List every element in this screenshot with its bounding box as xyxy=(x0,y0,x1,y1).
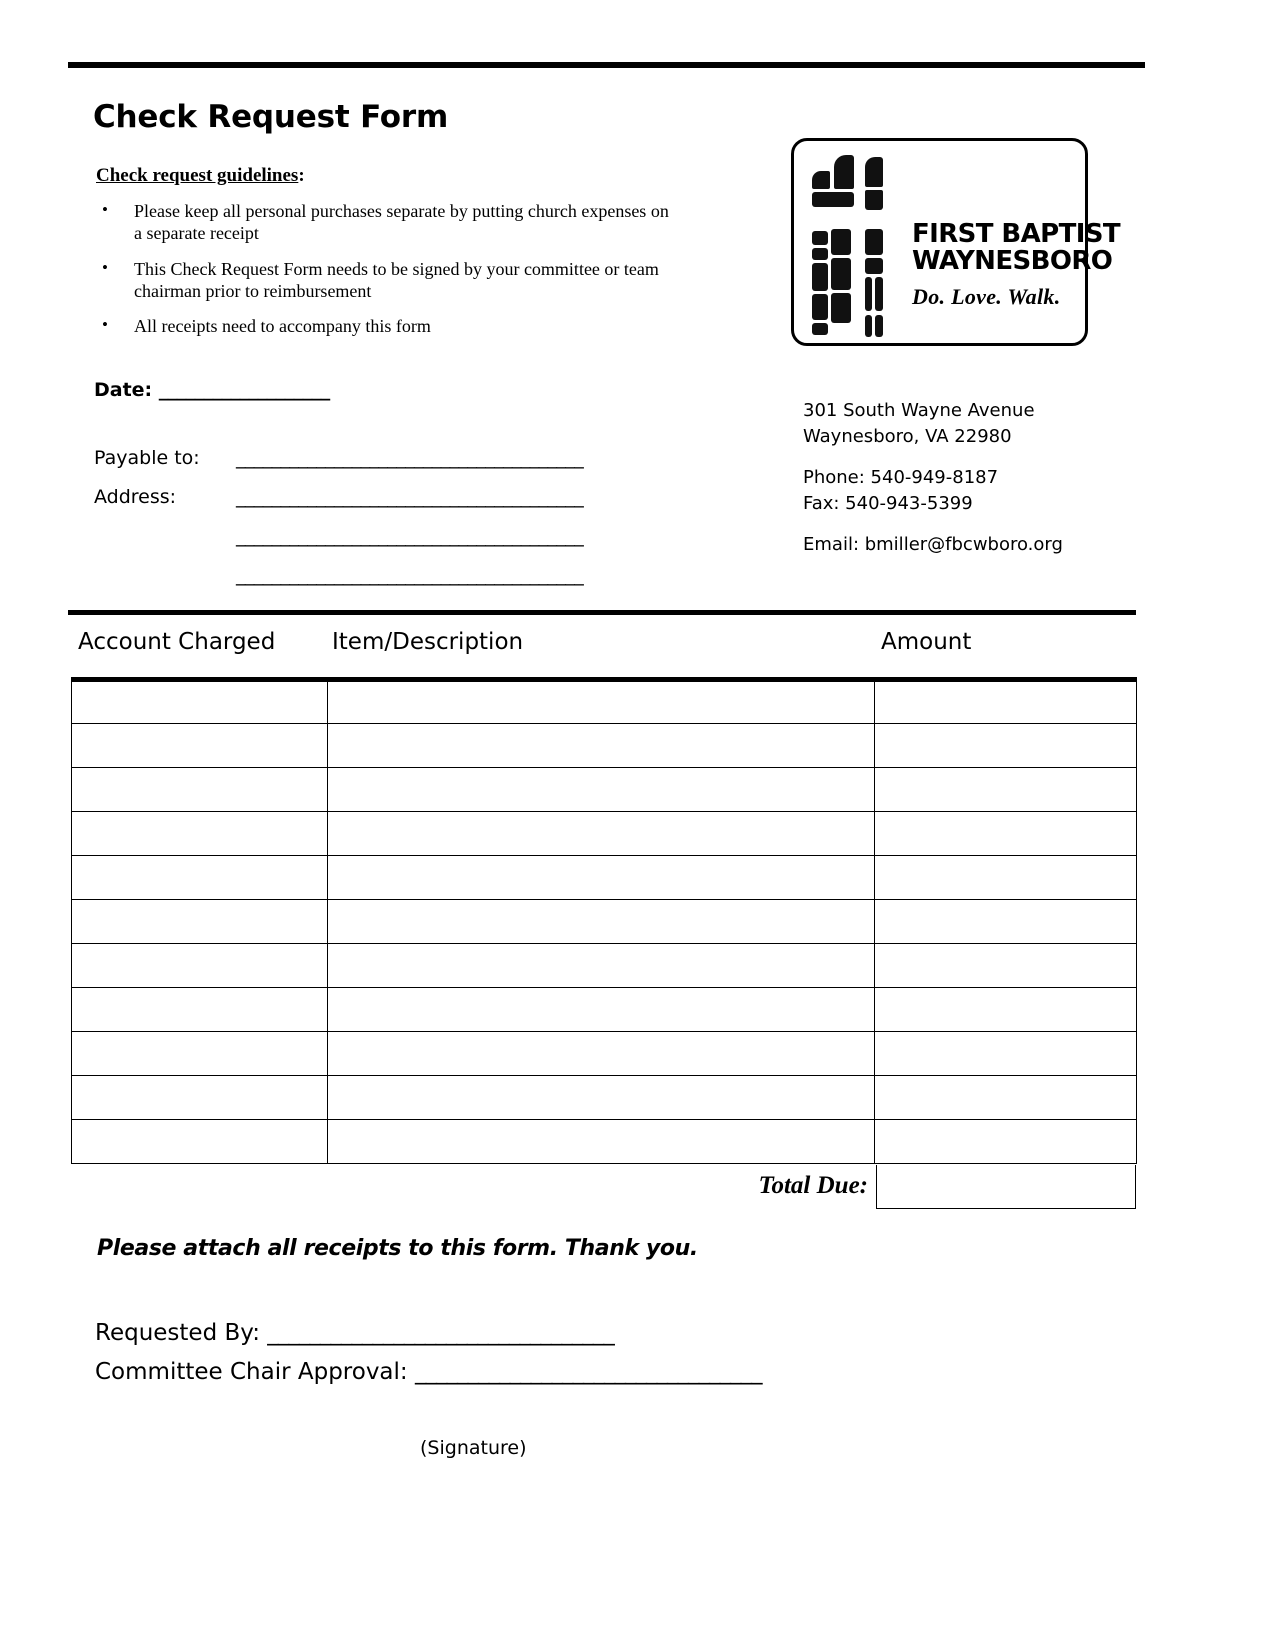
date-input-blank[interactable]: ___________________ xyxy=(158,379,330,401)
table-column-headers xyxy=(78,629,1138,667)
cell-amount[interactable] xyxy=(875,856,1137,900)
address-label: Address: xyxy=(94,486,177,508)
column-header-account-charged: Account Charged xyxy=(78,629,276,655)
cell-item-description[interactable] xyxy=(328,1076,875,1120)
address-input-blank-1[interactable]: _______________________________________ xyxy=(236,486,584,508)
guidelines-heading xyxy=(96,165,676,187)
guideline-text: This Check Request Form needs to be signed by your committee or team chairman prior to reimbursement xyxy=(134,258,659,301)
cell-item-description[interactable] xyxy=(328,1120,875,1164)
cell-item-description[interactable] xyxy=(328,768,875,812)
cell-amount[interactable] xyxy=(875,680,1137,724)
payee-fields xyxy=(94,447,694,603)
total-due-row xyxy=(71,1165,1136,1211)
signature-caption: (Signature) xyxy=(420,1437,527,1459)
guidelines-list xyxy=(96,200,676,338)
guidelines-section xyxy=(96,165,676,351)
attach-receipts-note: Please attach all receipts to this form. Thank you. xyxy=(97,1236,698,1261)
cell-amount[interactable] xyxy=(875,1076,1137,1120)
cell-amount[interactable] xyxy=(875,768,1137,812)
line-items-table xyxy=(71,677,1137,1164)
requested-by-row xyxy=(95,1320,1095,1346)
cell-account-charged[interactable] xyxy=(72,1076,328,1120)
date-field-row xyxy=(94,379,330,401)
line-items-body xyxy=(72,680,1137,1164)
bullet-icon: • xyxy=(102,200,108,219)
list-item xyxy=(96,258,676,303)
contact-fax: Fax: 540-943-5399 xyxy=(803,492,973,514)
committee-chair-approval-label: Committee Chair Approval: xyxy=(95,1359,408,1385)
cell-item-description[interactable] xyxy=(328,944,875,988)
list-item xyxy=(96,315,676,337)
table-row[interactable] xyxy=(72,900,1137,944)
cell-account-charged[interactable] xyxy=(72,1032,328,1076)
church-building-icon xyxy=(808,153,908,335)
table-row[interactable] xyxy=(72,1076,1137,1120)
header-divider-rule xyxy=(68,62,1145,68)
table-row[interactable] xyxy=(72,1120,1137,1164)
logo-name-line-2: WAYNESBORO xyxy=(912,246,1113,277)
table-row[interactable] xyxy=(72,768,1137,812)
cell-item-description[interactable] xyxy=(328,900,875,944)
contact-phone: Phone: 540-949-8187 xyxy=(803,467,999,489)
cell-amount[interactable] xyxy=(875,988,1137,1032)
cell-account-charged[interactable] xyxy=(72,724,328,768)
payable-to-input-blank[interactable]: _______________________________________ xyxy=(236,447,584,469)
committee-chair-approval-row xyxy=(95,1359,1095,1385)
cell-item-description[interactable] xyxy=(328,812,875,856)
guidelines-heading-colon: : xyxy=(298,165,305,186)
contact-email: Email: bmiller@fbcwboro.org xyxy=(803,534,1063,556)
cell-amount[interactable] xyxy=(875,900,1137,944)
logo-wordmark xyxy=(912,219,1121,310)
logo-name-line-1: FIRST BAPTIST xyxy=(912,219,1121,249)
contact-city-state-zip: Waynesboro, VA 22980 xyxy=(803,425,1012,447)
table-row[interactable] xyxy=(72,1032,1137,1076)
table-row[interactable] xyxy=(72,988,1137,1032)
address-row xyxy=(94,486,694,525)
total-due-label: Total Due: xyxy=(758,1172,868,1199)
cell-amount[interactable] xyxy=(875,812,1137,856)
table-row[interactable] xyxy=(72,680,1137,724)
table-row[interactable] xyxy=(72,724,1137,768)
requested-by-input-blank[interactable]: _________________________________ xyxy=(267,1320,614,1346)
contact-spacer xyxy=(803,516,1063,532)
cell-account-charged[interactable] xyxy=(72,856,328,900)
contact-block xyxy=(803,398,1063,558)
guideline-text: All receipts need to accompany this form xyxy=(134,316,431,337)
contact-spacer xyxy=(803,449,1063,465)
cell-account-charged[interactable] xyxy=(72,988,328,1032)
page-title: Check Request Form xyxy=(93,99,449,135)
address-input-blank-3[interactable]: _______________________________________ xyxy=(236,564,584,586)
church-logo xyxy=(791,138,1121,346)
cell-item-description[interactable] xyxy=(328,856,875,900)
cell-item-description[interactable] xyxy=(328,680,875,724)
list-item xyxy=(96,200,676,245)
contact-street: 301 South Wayne Avenue xyxy=(803,400,1035,421)
cell-item-description[interactable] xyxy=(328,988,875,1032)
requested-by-label: Requested By: xyxy=(95,1320,260,1346)
cell-account-charged[interactable] xyxy=(72,812,328,856)
cell-item-description[interactable] xyxy=(328,724,875,768)
committee-chair-approval-input-blank[interactable]: _________________________________ xyxy=(414,1359,762,1385)
cell-account-charged[interactable] xyxy=(72,1120,328,1164)
table-row[interactable] xyxy=(72,812,1137,856)
date-label: Date: xyxy=(94,379,153,401)
logo-tagline: Do. Love. Walk. xyxy=(912,284,1061,310)
address-row-continued xyxy=(94,564,694,603)
cell-amount[interactable] xyxy=(875,1032,1137,1076)
table-row[interactable] xyxy=(72,856,1137,900)
cell-amount[interactable] xyxy=(875,944,1137,988)
cell-amount[interactable] xyxy=(875,1120,1137,1164)
cell-account-charged[interactable] xyxy=(72,900,328,944)
payable-to-label: Payable to: xyxy=(94,447,200,469)
column-header-amount: Amount xyxy=(881,629,972,655)
cell-account-charged[interactable] xyxy=(72,768,328,812)
guideline-text: Please keep all personal purchases separate by putting church expenses on a separate receipt xyxy=(134,201,669,244)
payable-to-row xyxy=(94,447,694,486)
total-due-value-box[interactable] xyxy=(876,1165,1136,1209)
address-input-blank-2[interactable]: _______________________________________ xyxy=(236,525,584,547)
cell-account-charged[interactable] xyxy=(72,944,328,988)
address-row-continued xyxy=(94,525,694,564)
column-header-item-description: Item/Description xyxy=(332,629,524,655)
cell-item-description[interactable] xyxy=(328,1032,875,1076)
bullet-icon: • xyxy=(102,257,108,277)
table-section-divider-rule xyxy=(68,610,1136,615)
bullet-icon: • xyxy=(102,315,108,335)
cell-account-charged[interactable] xyxy=(72,680,328,724)
cell-amount[interactable] xyxy=(875,724,1137,768)
table-row[interactable] xyxy=(72,944,1137,988)
guidelines-heading-text: Check request guidelines xyxy=(96,165,299,186)
signature-section xyxy=(95,1320,1095,1398)
